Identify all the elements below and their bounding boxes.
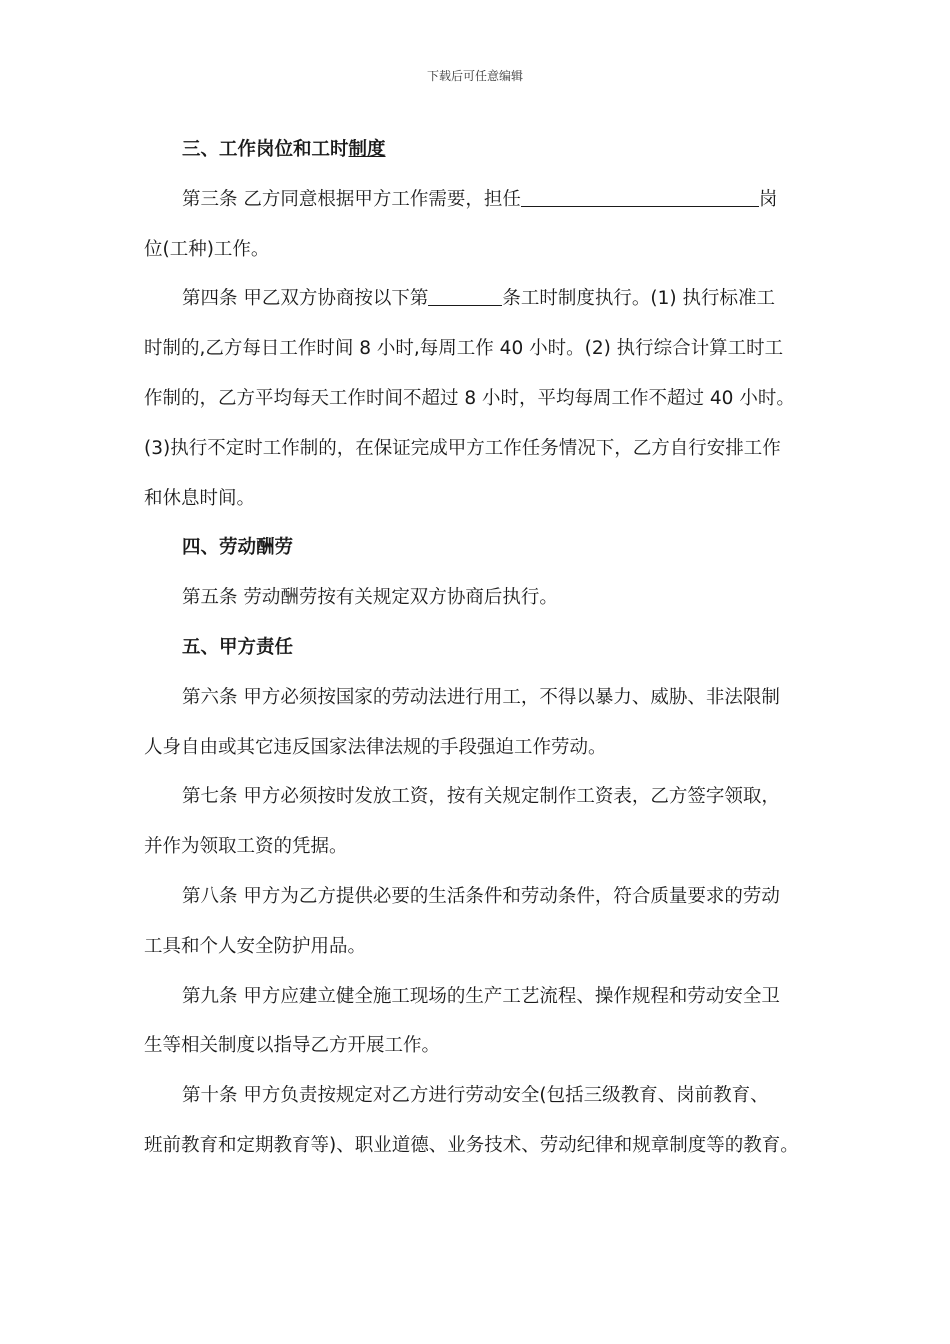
article-8-line-1: 第八条 甲方为乙方提供必要的生活条件和劳动条件，符合质量要求的劳动 — [182, 885, 780, 907]
article-6-line-2: 人身自由或其它违反国家法律法规的手段强迫工作劳动。 — [144, 736, 607, 758]
document-body — [144, 125, 816, 1171]
article-10-line-2: 班前教育和定期教育等)、职业道德、业务技术、劳动纪律和规章制度等的教育。 — [144, 1134, 799, 1156]
clause-number-blank — [428, 285, 502, 306]
article-7-line-2: 并作为领取工资的凭据。 — [144, 836, 348, 858]
section-4-heading: 四、劳动酬劳 — [182, 537, 294, 559]
article-3-text-end: 岗 — [758, 188, 778, 210]
article-3-line-1 — [144, 175, 816, 225]
position-blank — [521, 186, 759, 207]
section-3-title: 三、工作岗位和工时 — [182, 139, 349, 160]
article-4-text-end: 条工时制度执行。(1) 执行标准工 — [502, 288, 775, 310]
page-header: 下载后可任意编辑 — [426, 69, 523, 83]
article-6-line-1: 第六条 甲方必须按国家的劳动法进行用工，不得以暴力、威胁、非法限制 — [182, 686, 780, 708]
article-3-text: 第三条 乙方同意根据甲方工作需要，担任 — [182, 188, 521, 210]
article-5-line-1: 第五条 劳动酬劳按有关规定双方协商后执行。 — [182, 587, 558, 609]
article-4-line-3: 作制的，乙方平均每天工作时间不超过 8 小时，平均每周工作不超过 40 小时。 — [144, 387, 795, 409]
section-3-title-underlined: 制度 — [348, 139, 386, 160]
article-8-line-2: 工具和个人安全防护用品。 — [144, 935, 367, 957]
article-9-line-2: 生等相关制度以指导乙方开展工作。 — [144, 1035, 441, 1057]
section-5-heading: 五、甲方责任 — [182, 636, 294, 658]
article-9-line-1: 第九条 甲方应建立健全施工现场的生产工艺流程、操作规程和劳动安全卫 — [182, 985, 780, 1007]
section-3-heading — [144, 125, 816, 175]
article-4-line-2: 时制的,乙方每日工作时间 8 小时,每周工作 40 小时。(2) 执行综合计算工时工 — [144, 338, 784, 360]
article-3-line-2: 位(工种)工作。 — [144, 238, 270, 260]
article-7-line-1: 第七条 甲方必须按时发放工资，按有关规定制作工资表，乙方签字领取， — [182, 786, 780, 808]
article-4-line-1 — [144, 274, 816, 324]
article-4-line-5: 和休息时间。 — [144, 487, 256, 509]
article-10-line-1: 第十条 甲方负责按规定对乙方进行劳动安全(包括三级教育、岗前教育、 — [182, 1085, 769, 1107]
article-4-line-4: (3)执行不定时工作制的，在保证完成甲方工作任务情况下，乙方自行安排工作 — [144, 437, 781, 459]
article-4-text: 第四条 甲乙双方协商按以下第 — [182, 288, 429, 310]
